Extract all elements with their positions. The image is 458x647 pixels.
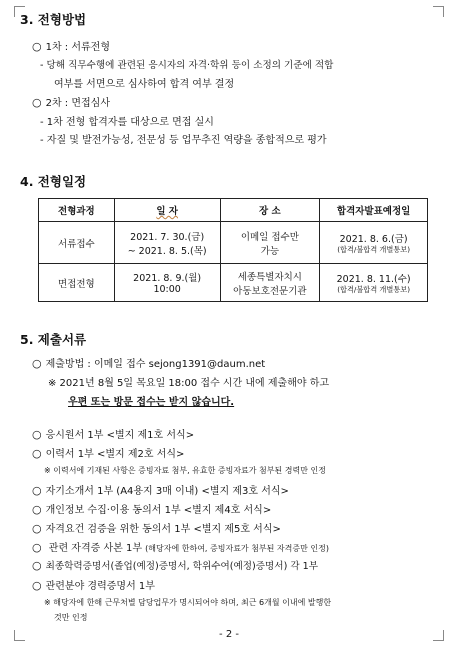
row1-place-line2: 가능 (260, 245, 280, 257)
row1-announce-line2: (합격/불합격 개별통보) (337, 244, 411, 254)
schedule-table (38, 198, 428, 302)
stage1-desc-line1: - 당해 직무수행에 관련된 응시자의 자격·학위 등이 소정의 기준에 적합 (40, 60, 334, 71)
list-item (32, 539, 329, 554)
list-item: ○ 관련분야 경력증명서 1부 (32, 577, 155, 592)
stage2-desc-line2: - 자질 및 발전가능성, 전문성 등 업무추진 역량을 종합적으로 평가 (40, 135, 327, 146)
row2-announce (320, 264, 428, 302)
list-item: ○ 개인정보 수집·이용 동의서 1부 <별지 제4호 서식> (32, 501, 271, 516)
row2-date-line1: 2021. 8. 9.(월) (133, 273, 202, 284)
row1-place (220, 222, 320, 264)
row2-announce-line2: (합격/불합격 개별통보) (337, 284, 411, 294)
row2-announce-line1: 2021. 8. 11.(수) (336, 273, 411, 285)
row1-place-line1: 이메일 접수만 (240, 231, 299, 243)
stage2-desc-line1: - 1차 전형 합격자를 대상으로 면접 실시 (40, 117, 214, 128)
submission-method: ○ 제출방법 : 이메일 접수 sejong1391@daum.net (32, 355, 265, 370)
list-item: ○ 이력서 1부 <별지 제2호 서식> (32, 445, 184, 460)
row1-date-line2: ~ 2021. 8. 5.(목) (127, 245, 207, 257)
section4-title: 4. 전형일정 (20, 174, 87, 189)
list-item: ○ 자기소개서 1부 (A4용지 3매 이내) <별지 제3호 서식> (32, 482, 289, 497)
list-item: ○ 자격요건 검증을 위한 동의서 1부 <별지 제5호 서식> (32, 520, 281, 535)
row1-date-line1: 2021. 7. 30.(금) (130, 231, 205, 243)
list-item-note: (해당자에 한하여, 증빙자료가 첨부된 자격증만 인정) (145, 544, 329, 553)
stage1-desc-line2: 여부를 서면으로 심사하여 합격 여부 결정 (54, 79, 235, 90)
header-announce: 합격자발표예정일 (320, 199, 428, 222)
page-number: - 2 - (219, 629, 239, 640)
list-item: ○ 응시원서 1부 <별지 제1호 서식> (32, 426, 194, 441)
header-process: 전형과정 (39, 199, 115, 222)
list-item: ○ 최종학력증명서(졸업(예정)증명서, 학위수여(예정)증명서) 각 1부 (32, 558, 318, 572)
row1-process: 서류접수 (39, 222, 115, 264)
row2-place-line1: 세종특별자치시 (237, 271, 302, 283)
deadline-note-line2: 우편 또는 방문 접수는 받지 않습니다. (68, 397, 235, 408)
career-note-line1: ※ 해당자에 한해 근무처별 담당업무가 명시되어야 하며, 최근 6개월 이내에 발행한 (44, 598, 332, 607)
table-header-row (39, 199, 428, 222)
corner-mark (433, 6, 444, 17)
section3-title: 3. 전형방법 (20, 12, 87, 27)
table-row (39, 222, 428, 264)
table-row (39, 264, 428, 302)
row2-place (220, 264, 320, 302)
resume-note: ※ 이력서에 기재된 사항은 증빙자료 첨부, 유효한 증빙자료가 첨부된 경력만 인정 (44, 466, 326, 475)
header-date-cell (114, 199, 220, 222)
row1-date (114, 222, 220, 264)
section5-title: 5. 제출서류 (20, 332, 87, 347)
row1-announce (320, 222, 428, 264)
header-date: 일 자 (156, 206, 178, 217)
stage1-label: ○ 1차 : 서류전형 (32, 38, 110, 53)
row1-announce-line1: 2021. 8. 6.(금) (339, 233, 408, 245)
list-item-label: 관련 자격증 사본 1부 (48, 543, 142, 554)
career-note-line2: 것만 인정 (54, 613, 88, 622)
row2-date (114, 264, 220, 302)
row2-date-line2: 10:00 (153, 284, 181, 295)
row2-process: 면접전형 (39, 264, 115, 302)
deadline-note-line1: ※ 2021년 8월 5일 목요일 18:00 접수 시간 내에 제출해야 하고 (48, 378, 330, 389)
stage2-label: ○ 2차 : 면접심사 (32, 94, 110, 109)
row2-place-line2: 아동보호전문기관 (233, 285, 307, 297)
header-place: 장 소 (220, 199, 320, 222)
